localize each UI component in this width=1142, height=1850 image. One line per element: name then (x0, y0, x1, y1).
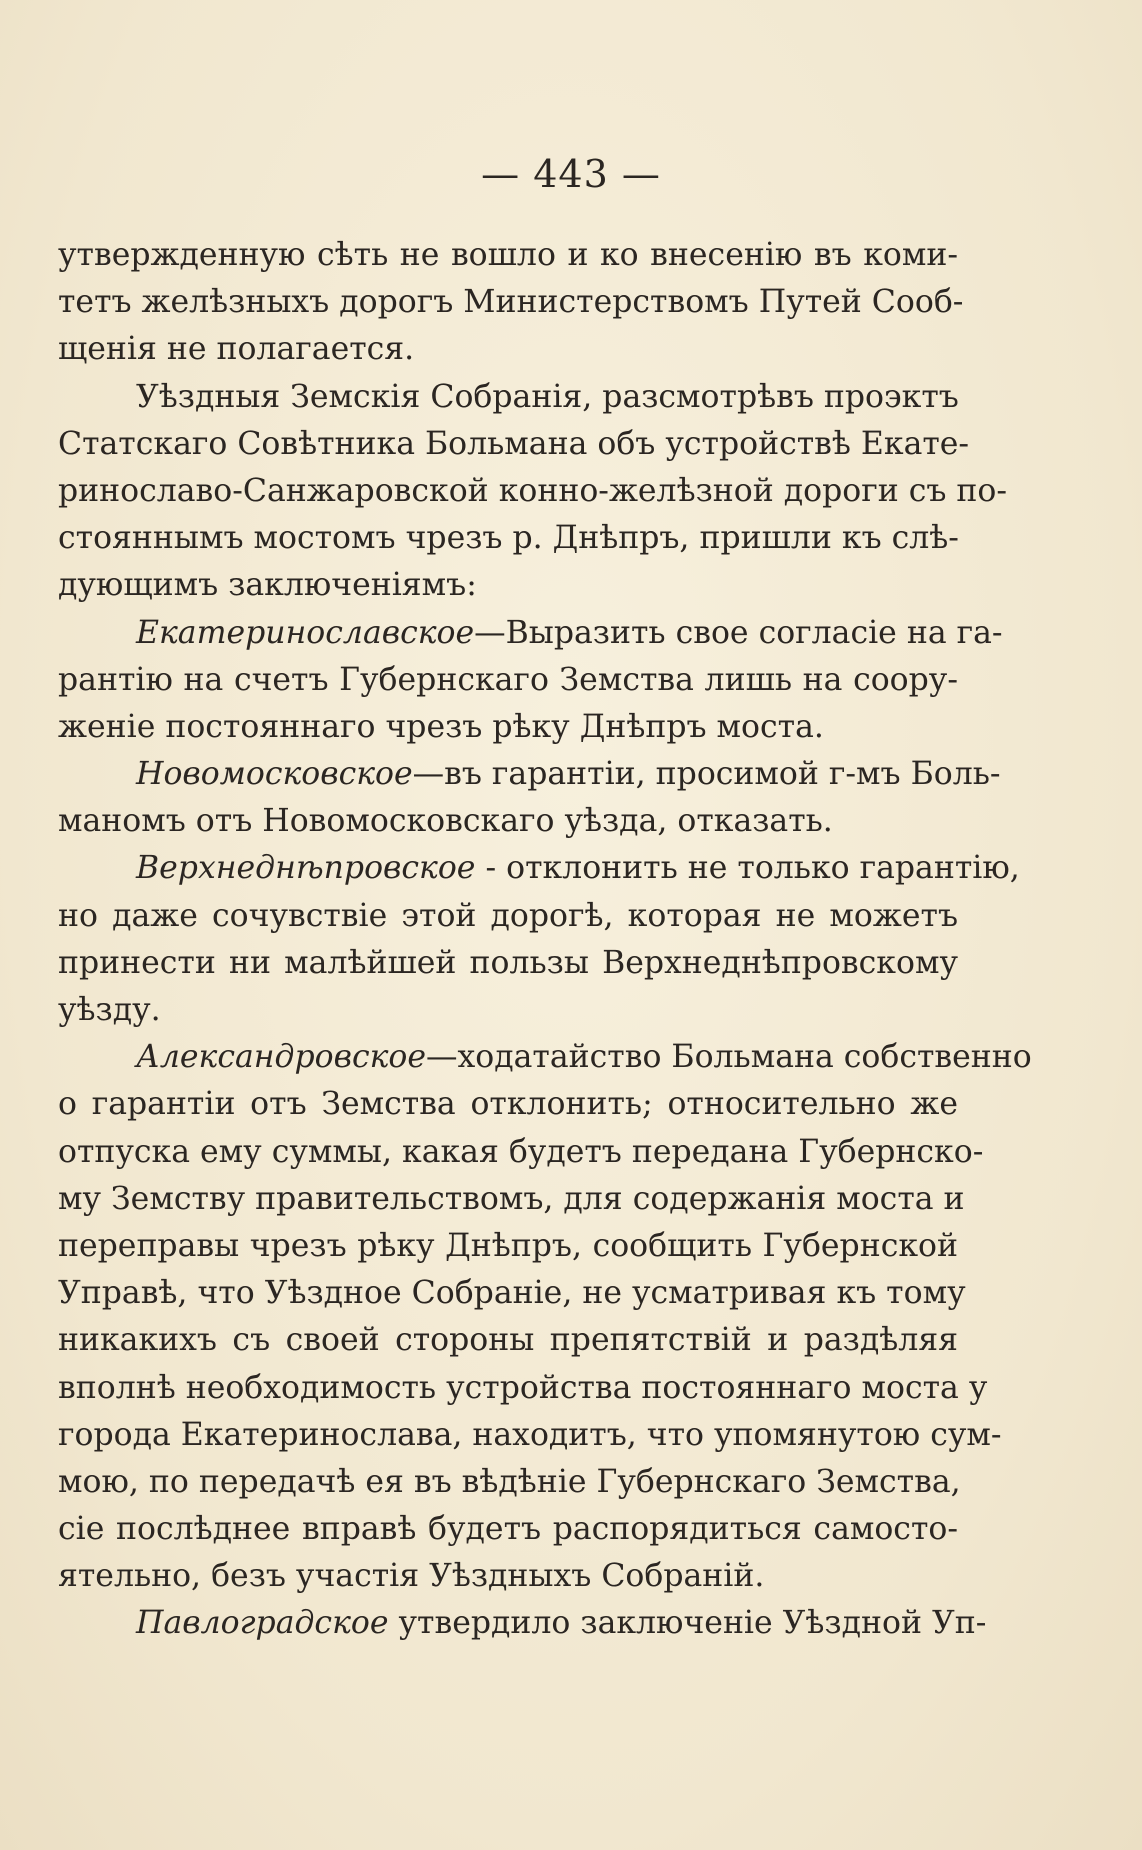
text-line (58, 232, 958, 279)
text-line (58, 1081, 958, 1128)
line-text: дующимъ заключеніямъ: (58, 567, 477, 604)
text-line (58, 1459, 961, 1506)
text-line (58, 515, 958, 562)
line-text: му Земству правительствомъ, для содержанія моста и (58, 1180, 965, 1217)
line-text: отпуска ему суммы, какая будетъ передана Губернско- (58, 1133, 984, 1170)
text-line (58, 1412, 1002, 1459)
district-name: Александровское (136, 1039, 427, 1076)
line-text: маномъ отъ Новомосковскаго уѣзда, отказать. (58, 803, 833, 840)
line-text: никакихъ съ своей стороны препятствій и раздѣляя (58, 1322, 958, 1359)
text-line (58, 845, 1020, 892)
line-text: Управѣ, что Уѣздное Собраніе, не усматривая къ тому (58, 1275, 966, 1312)
line-text: женіе постояннаго чрезъ рѣку Днѣпръ моста. (58, 708, 824, 745)
text-line (58, 1176, 965, 1223)
text-line (58, 1365, 988, 1412)
text-line (58, 1034, 1032, 1081)
text-line (58, 374, 958, 421)
line-text: —ходатайство Больмана собственно (426, 1039, 1032, 1076)
line-text: утвердило заключеніе Уѣздной Уп- (388, 1605, 987, 1642)
line-text: города Екатеринослава, находитъ, что упомянутою сум- (58, 1416, 1002, 1453)
line-text: —Выразить свое согласіе на га- (474, 614, 1003, 651)
line-text: ринославо-Санжаровской конно-желѣзной дороги съ по- (58, 472, 1008, 509)
text-line (58, 798, 958, 845)
line-text: уѣзду. (58, 992, 161, 1028)
text-line (58, 562, 958, 609)
line-text: вполнѣ необходимость устройства постояннаго моста у (58, 1369, 988, 1406)
line-text: —въ гарантіи, просимой г-мъ Боль- (412, 756, 1001, 793)
line-text: щенія не полагается. (58, 331, 415, 368)
text-line (58, 421, 970, 468)
line-text: сіе послѣднее вправѣ будетъ распорядиться самосто- (58, 1511, 958, 1548)
line-text: мою, по передачѣ ея въ вѣдѣніе Губернскаго Земства, (58, 1463, 961, 1500)
text-line (58, 704, 958, 751)
body-text (58, 232, 1032, 1648)
text-line (58, 1129, 984, 1176)
page-number: — 443 — (481, 152, 661, 196)
text-line (58, 1600, 987, 1647)
line-text: ятельно, безъ участія Уѣздныхъ Собраній. (58, 1558, 765, 1595)
text-line (58, 1317, 958, 1364)
line-text: Статскаго Совѣтника Больмана объ устройствѣ Екате- (58, 425, 970, 462)
text-line (58, 1506, 958, 1553)
district-name: Екатеринославское (136, 614, 475, 651)
text-line (58, 940, 958, 987)
text-line (58, 893, 958, 940)
text-line (58, 751, 1001, 798)
district-name: Верхнеднѣпровское (136, 850, 476, 887)
text-line (58, 987, 958, 1034)
line-text: принести ни малѣйшей пользы Верхнеднѣпровскому (58, 944, 958, 981)
text-line (58, 1270, 966, 1317)
text-line (58, 657, 958, 704)
district-name: Павлоградское (136, 1605, 389, 1642)
line-text: о гарантіи отъ Земства отклонить; относительно же (58, 1086, 958, 1123)
line-text: - отклонить не только гарантію, (475, 850, 1020, 887)
district-name: Новомосковское (136, 756, 413, 793)
line-text: стояннымъ мостомъ чрезъ р. Днѣпръ, пришли къ слѣ- (58, 520, 959, 557)
line-text: переправы чрезъ рѣку Днѣпръ, сообщить Губернской (58, 1227, 958, 1264)
text-line (58, 326, 958, 373)
text-line (58, 610, 1003, 657)
line-text: Уѣздныя Земскія Собранія, разсмотрѣвъ проэктъ (136, 378, 959, 415)
line-text: но даже сочувствіе этой дорогѣ, которая не можетъ (58, 897, 958, 934)
text-line (58, 468, 1008, 515)
line-text: рантію на счетъ Губернскаго Земства лишь на соору- (58, 661, 958, 698)
line-text: утвержденную сѣть не вошло и ко внесенію въ коми- (58, 237, 958, 273)
line-text: тетъ желѣзныхъ дорогъ Министерствомъ Путей Сооб- (58, 284, 964, 321)
text-line (58, 1223, 958, 1270)
text-line (58, 1553, 958, 1600)
text-line (58, 279, 964, 326)
